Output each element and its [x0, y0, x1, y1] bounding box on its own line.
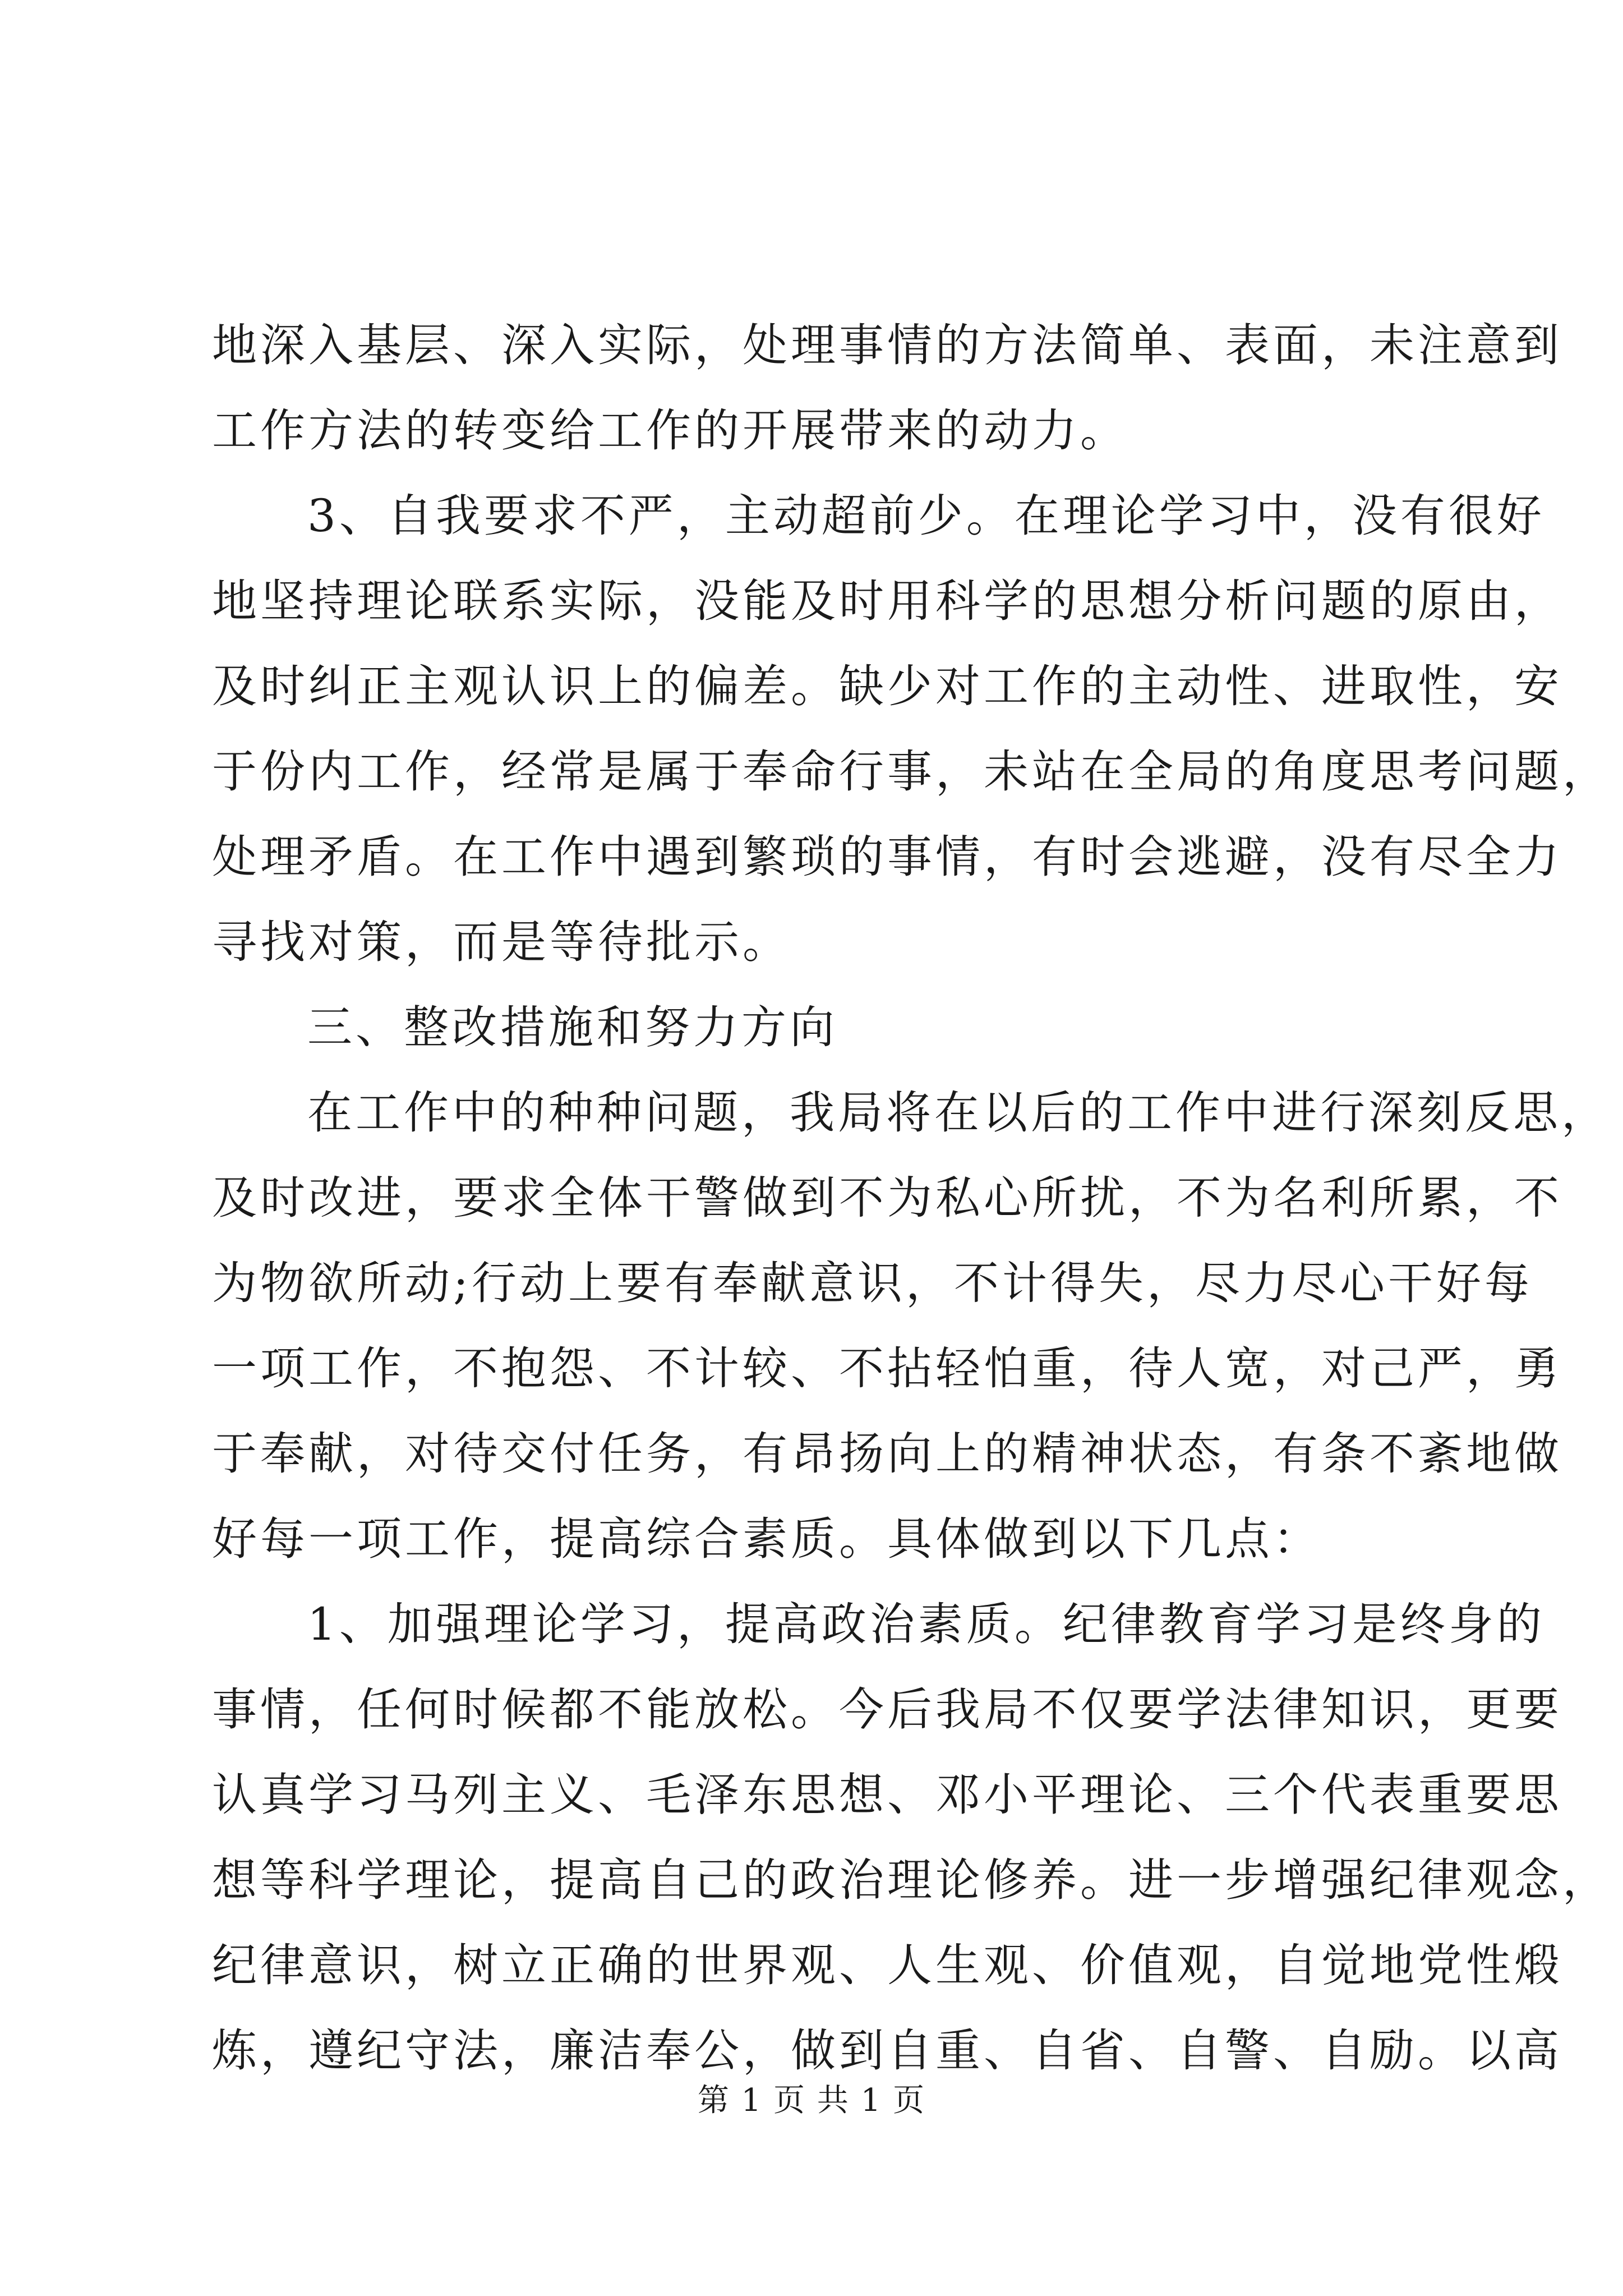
- text-line: 认真学习马列主义、毛泽东思想、邓小平理论、三个代表重要思: [212, 1769, 1562, 1821]
- text-line: 处理矛盾。在工作中遇到繁琐的事情，有时会逃避，没有尽全力: [212, 831, 1562, 883]
- text-line: 事情，任何时候都不能放松。今后我局不仅要学法律知识，更要: [212, 1683, 1562, 1736]
- text-line: 于奉献，对待交付任务，有昂扬向上的精神状态，有条不紊地做: [212, 1428, 1562, 1480]
- page-footer: 第 1 页 共 1 页: [697, 2082, 926, 2119]
- text-line: 及时改进，要求全体干警做到不为私心所扰，不为名利所累，不: [212, 1172, 1562, 1224]
- paragraph-start-line: 1、加强理论学习，提高政治素质。纪律教育学习是终身的: [307, 1598, 1545, 1650]
- text-line: 炼，遵纪守法，廉洁奉公，做到自重、自省、自警、自励。以高: [212, 2024, 1562, 2077]
- section-heading: 三、整改措施和努力方向: [307, 1001, 838, 1053]
- text-line: 好每一项工作，提高综合素质。具体做到以下几点：: [212, 1513, 1321, 1565]
- text-line: 想等科学理论，提高自己的政治理论修养。进一步增强纪律观念，: [212, 1854, 1611, 1906]
- text-line: 及时纠正主观认识上的偏差。缺少对工作的主动性、进取性，安: [212, 660, 1562, 712]
- text-line: 纪律意识，树立正确的世界观、人生观、价值观，自觉地党性煅: [212, 1939, 1562, 1991]
- text-line: 为物欲所动;行动上要有奉献意识，不计得失，尽力尽心干好每: [212, 1257, 1533, 1309]
- text-line: 一项工作，不抱怨、不计较、不拈轻怕重，待人宽，对己严，勇: [212, 1342, 1562, 1395]
- paragraph-start-line: 在工作中的种种问题，我局将在以后的工作中进行深刻反思，: [307, 1087, 1610, 1139]
- paragraph-start-line: 3、自我要求不严，主动超前少。在理论学习中，没有很好: [307, 490, 1545, 542]
- text-line: 于份内工作，经常是属于奉命行事，未站在全局的角度思考问题，: [212, 746, 1611, 798]
- text-line: 地坚持理论联系实际，没能及时用科学的思想分析问题的原由，: [212, 575, 1562, 627]
- text-line: 地深入基层、深入实际，处理事情的方法简单、表面，未注意到: [212, 319, 1562, 371]
- text-line: 工作方法的转变给工作的开展带来的动力。: [212, 404, 1128, 457]
- document-body: [212, 303, 1611, 2093]
- text-line: 寻找对策，而是等待批示。: [212, 916, 791, 968]
